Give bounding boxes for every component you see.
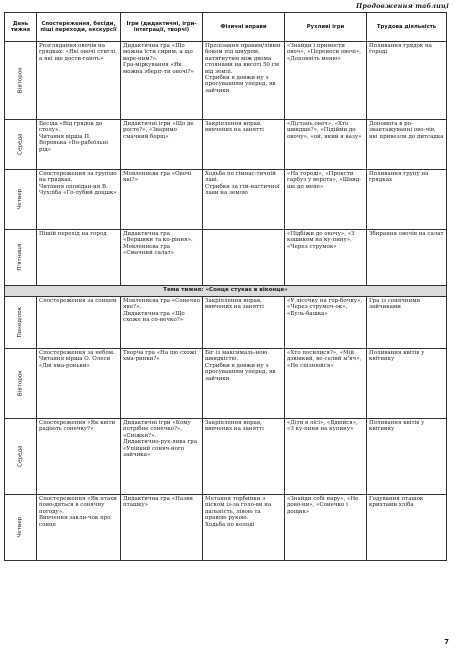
cell-labor: Годування пташок крихтами хліба [367, 495, 447, 561]
cell-active-games: «У лісочку на гор-бочку», «Через струмоч-ок», «Буль-башка» [285, 297, 367, 349]
cell-observations: Пішій перехід на город [37, 230, 121, 286]
week-theme-title: Тема тижня: «Сонце стукає в віконце» [5, 286, 447, 297]
cell-physical: Метання торбинки з піском із-за голо-ви на дальність, лівою та правою рукою. Ходьба по колоді [203, 495, 285, 561]
cell-observations: Розглядання овочів на грядках: «Які овочі стиглі, а які ще дости-гають» [37, 42, 121, 120]
cell-physical [203, 230, 285, 286]
cell-labor: Гра із сонячними зайчиками [367, 297, 447, 349]
cell-observations: Спостереження «Як квіти радіють сонечку?» [37, 419, 121, 495]
cell-physical: Ходьба по гімнас-тичній лаві. Стрибки за гім-настичної лави на землю [203, 170, 285, 230]
table-row [5, 419, 447, 495]
day-cell: Вівторок [5, 42, 37, 120]
cell-active-games: «Знайди собі пару», «Не дово-ни», «Сонечко і дощик» [285, 495, 367, 561]
cell-active-games: «Діти в лісі», «Вдвійся», «З ку-пини на купину» [285, 419, 367, 495]
cell-observations: Бесіда «Від грядок до столу». Читання вірша П. Воронька «Во-рабоїльні рід» [37, 120, 121, 170]
day-cell: Четвер [5, 170, 37, 230]
cell-active-games: «Підбіжи до овочу», «З кошиком на ку-пину», «Через струмок» [285, 230, 367, 286]
cell-observations: Спостереження за небом. Читання вірша О. Олеси «Дві хма-роньки» [37, 349, 121, 419]
header-physical-exercises: Фізичні вправи [203, 13, 285, 42]
cell-physical: Пролізання правим/лівим боком під шнуром, натягнутим між двома стоянами на висоті 50 см від землі. Стрибки в довжи-ну з просуванням уперед, як зайчики [203, 42, 285, 120]
header-active-games: Рухливі ігри [285, 13, 367, 42]
cell-physical: Біг із максималь-ною швидкістю. Стрибки в довжи-ну з просуванням уперед, як зайчики [203, 349, 285, 419]
cell-games: Дидактичні ігри «Кому потрібне сонечко?», «Сніжки?». Дидактично-рух-лива гра «Упійкий соняч-ного зайчика» [121, 419, 203, 495]
cell-games: Творча гра «На що схожі хма-ринки?» [121, 349, 203, 419]
table-row [5, 170, 447, 230]
cell-active-games: «Дістань овоч», «Хто швидше?», «Підійми до овочу», «ой, який я вазу» [285, 120, 367, 170]
cell-physical: Закріплення вправ, вивчених на занятті [203, 297, 285, 349]
planning-table [4, 12, 447, 561]
cell-active-games: «Хто посилися?», «Мій дзвінкий, ве-селий м'яч», «Не спізнюйся» [285, 349, 367, 419]
cell-labor: Допомога в ро-звантажуванні ово-чів, які привезли до дитсадка [367, 120, 447, 170]
cell-labor: Поливання квітів у квітнику [367, 349, 447, 419]
header-observations: Спостереження, бесіди, пішi переходи, екскурсії [37, 13, 121, 42]
day-cell: Понеділок [5, 297, 37, 349]
cell-physical: Закріплення вправ, вивчених на занятті [203, 120, 285, 170]
day-cell: Середа [5, 419, 37, 495]
table-header [5, 13, 447, 42]
header-games: Ігри (дидактичні, ігри-інтеграції, творчі) [121, 13, 203, 42]
cell-games: Мовленнєва гра «Овочі які?» [121, 170, 203, 230]
cell-games: Дидактична гра «Назви пташку» [121, 495, 203, 561]
cell-games: Дидактичні ігри «Що де росте?», «Зваримо смачний борщ» [121, 120, 203, 170]
cell-labor: Збирання овочів на салат [367, 230, 447, 286]
day-cell: Середа [5, 120, 37, 170]
cell-games: Дидактична гра «Вершики та ко-ріння». Мовленнєва гра «Смачний салат» [121, 230, 203, 286]
cell-games: Мовленнєва гра «Сонечко яке?». Дидактична гра «Що схоже на со-нечко?» [121, 297, 203, 349]
day-cell: П'ятниця [5, 230, 37, 286]
cell-observations: Спостереження «Як птахи пово-дяться в сонячну погоду». Вивчення закли-чок про сонце [37, 495, 121, 561]
page-number: 7 [444, 638, 449, 646]
cell-active-games: «На городі», «Проксти гарбуз у ворота», «Швид-ше до мене» [285, 170, 367, 230]
cell-labor: Поливання групу на грядках [367, 170, 447, 230]
table-row [5, 495, 447, 561]
table-row [5, 349, 447, 419]
cell-observations: Спостереження за сонцем [37, 297, 121, 349]
cell-labor: Поливання квітів у квітнику [367, 419, 447, 495]
table-row [5, 230, 447, 286]
day-cell: Четвер [5, 495, 37, 561]
table-row [5, 297, 447, 349]
header-day: День тижня [5, 13, 37, 42]
cell-labor: Поливання грядок на городі [367, 42, 447, 120]
header-labor: Трудова діяльність [367, 13, 447, 42]
table-row [5, 120, 447, 170]
section-row [5, 286, 447, 297]
cell-games: Дидактична гра «Що можна їсти сирим, а що варе-ним?». Гра-міркування «Як можна зберіг-ти овочі?» [121, 42, 203, 120]
cell-observations: Спостереження за групою на грядках. Читання оповідан-ня В. Чухліба «Го-лубий доцшк» [37, 170, 121, 230]
continuation-label: Продовження таблиці [356, 2, 449, 10]
cell-active-games: «Знайди і примости овоч», «Перенеси овочі», «Доповніть меню» [285, 42, 367, 120]
day-cell: Вівторок [5, 349, 37, 419]
table-row [5, 42, 447, 120]
cell-physical: Закріплення вправ, вивчених на занятті [203, 419, 285, 495]
